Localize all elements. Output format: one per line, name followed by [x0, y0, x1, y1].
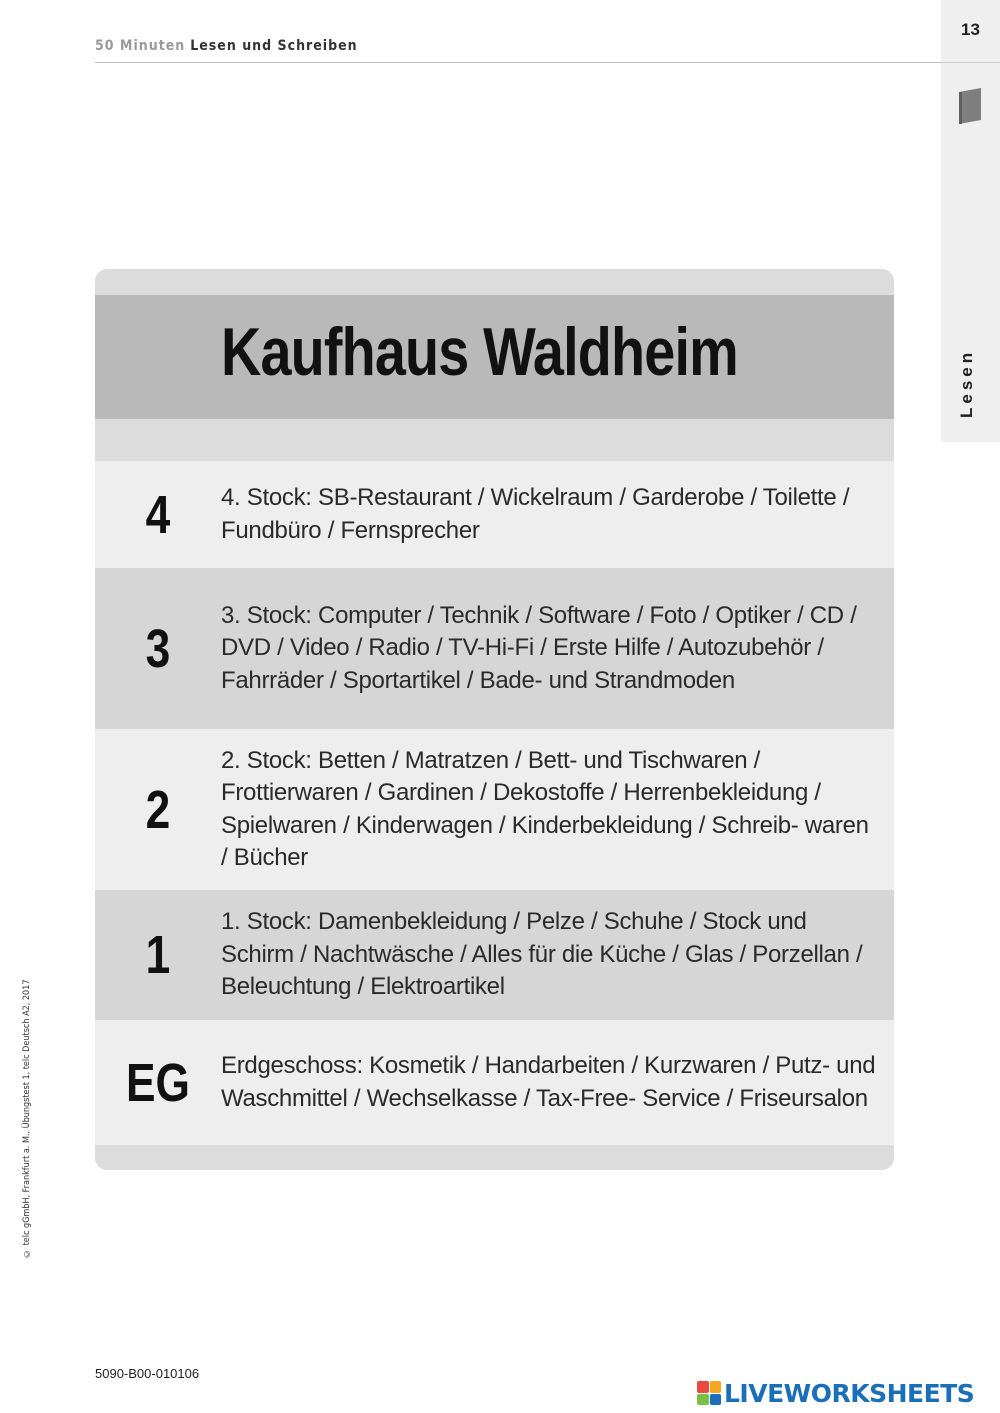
- page-header: [95, 38, 941, 63]
- floor-departments: Erdgeschoss: Kosmetik / Handarbeiten / Kurzwaren / Putz- und Waschmittel / Wechselkasse / Tax-Free- Service / Friseursalon: [221, 1052, 876, 1112]
- floor-row-4: [95, 461, 894, 568]
- store-directory: [95, 269, 894, 1170]
- floor-departments: 1. Stock: Damenbekleidung / Pelze / Schuhe / Stock und Schirm / Nachtwäsche / Alles für die Küche / Glas / Porzellan / Beleuchtung / Elektroartikel: [221, 908, 863, 1001]
- floor-number: 4: [145, 484, 171, 545]
- header-section: Lesen und Schreiben: [190, 38, 358, 54]
- logo-square-4: [710, 1394, 722, 1406]
- document-code: 5090-B00-010106: [95, 1366, 200, 1381]
- section-label: Lesen: [957, 348, 976, 418]
- store-title: Kaufhaus Waldheim: [221, 314, 738, 390]
- floor-row-1: [95, 890, 894, 1020]
- logo-square-3: [697, 1394, 709, 1406]
- book-icon: [957, 88, 983, 124]
- floor-number: 1: [145, 925, 171, 985]
- floor-row-3: [95, 568, 894, 729]
- logo-text: LIVEWORKSHEETS: [724, 1378, 975, 1408]
- floor-row-2: [95, 729, 894, 890]
- logo-mark-icon: [697, 1381, 721, 1405]
- floor-row-eg: [95, 1020, 894, 1145]
- copyright-notice: © telc gGmbH, Frankfurt a. M., Übungstest 1, telc Deutsch A2, 2017: [22, 979, 32, 1258]
- floor-number: EG: [126, 1052, 190, 1113]
- logo-square-2: [710, 1381, 722, 1393]
- floor-number: 3: [145, 618, 171, 679]
- side-tab: [941, 0, 1000, 442]
- floor-departments: 3. Stock: Computer / Technik / Software / Foto / Optiker / CD / DVD / Video / Radio / TV-Hi-Fi / Erste Hilfe / Autozubehör / Fahrräder / Sportartikel / Bade- und Strandmoden: [221, 601, 857, 694]
- liveworksheets-logo[interactable]: [697, 1376, 974, 1410]
- floor-number: 2: [145, 779, 171, 840]
- logo-square-1: [697, 1381, 709, 1393]
- floor-departments: 4. Stock: SB-Restaurant / Wickelraum / Garderobe / Toilette / Fundbüro / Fernsprecher: [221, 484, 850, 544]
- header-prefix: 50 Minuten: [95, 38, 186, 54]
- side-divider: [941, 62, 1000, 63]
- floor-departments: 2. Stock: Betten / Matratzen / Bett- und Tischwaren / Frottierwaren / Gardinen / Dekostoffe / Herrenbekleidung / Spielwaren / Kinderwagen / Kinderbekleidung / Schreib- waren / Bücher: [221, 746, 869, 871]
- page-number: 13: [961, 20, 980, 39]
